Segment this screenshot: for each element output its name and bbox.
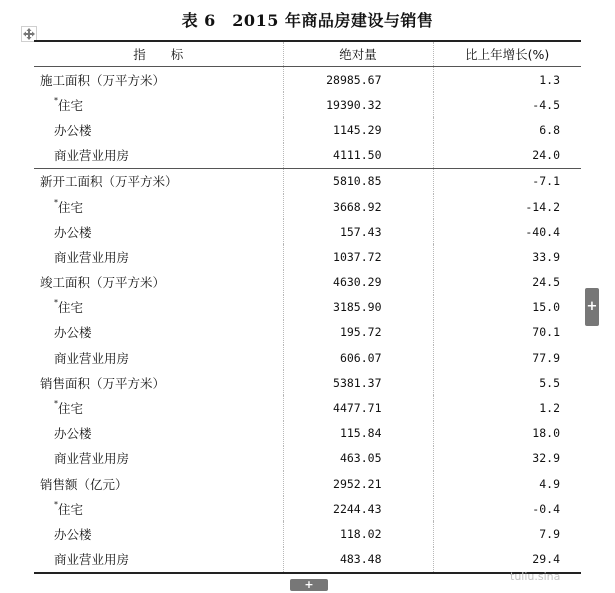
row-label-text: 住宅 bbox=[58, 501, 84, 517]
row-absolute-value: 5810.85 bbox=[283, 168, 433, 194]
row-label-text: 竣工面积（万平方米） bbox=[40, 275, 166, 291]
row-growth-value: 18.0 bbox=[433, 421, 581, 446]
row-label-text: 住宅 bbox=[58, 97, 84, 113]
row-label-text: 施工面积（万平方米） bbox=[40, 72, 166, 88]
footnote-star: * bbox=[54, 399, 58, 409]
row-label bbox=[34, 295, 283, 320]
header-indicator: 指 标 bbox=[34, 41, 283, 67]
table-row bbox=[34, 244, 581, 269]
table-row bbox=[34, 547, 581, 573]
row-label-text: 办公楼 bbox=[54, 224, 92, 240]
row-growth-value: 15.0 bbox=[433, 295, 581, 320]
table-row bbox=[34, 67, 581, 93]
row-absolute-value: 2952.21 bbox=[283, 471, 433, 496]
table-row bbox=[34, 345, 581, 370]
row-label bbox=[34, 370, 283, 395]
row-label bbox=[34, 168, 283, 194]
row-absolute-value: 19390.32 bbox=[283, 92, 433, 117]
table-row bbox=[34, 471, 581, 496]
row-absolute-value: 606.07 bbox=[283, 345, 433, 370]
row-label bbox=[34, 92, 283, 117]
row-growth-value: 7.9 bbox=[433, 521, 581, 546]
row-label-text: 商业营业用房 bbox=[54, 249, 130, 265]
row-label-text: 办公楼 bbox=[54, 325, 92, 341]
row-absolute-value: 3668.92 bbox=[283, 194, 433, 219]
row-label-text: 商业营业用房 bbox=[54, 148, 130, 164]
row-growth-value: -4.5 bbox=[433, 92, 581, 117]
table-row bbox=[34, 168, 581, 194]
real-estate-table bbox=[34, 40, 581, 574]
watermark: tuliu.sina bbox=[510, 570, 561, 583]
expand-bottom-button[interactable]: + bbox=[290, 579, 328, 591]
row-label bbox=[34, 194, 283, 219]
row-absolute-value: 4477.71 bbox=[283, 395, 433, 420]
row-label-text: 销售额（亿元） bbox=[40, 476, 128, 492]
row-label bbox=[34, 421, 283, 446]
row-label-text: 住宅 bbox=[58, 401, 84, 417]
row-label-text: 办公楼 bbox=[54, 122, 92, 138]
table-row bbox=[34, 446, 581, 471]
row-absolute-value: 195.72 bbox=[283, 320, 433, 345]
row-label-text: 商业营业用房 bbox=[54, 451, 130, 467]
row-absolute-value: 5381.37 bbox=[283, 370, 433, 395]
row-growth-value: 1.3 bbox=[433, 67, 581, 93]
row-label bbox=[34, 471, 283, 496]
row-absolute-value: 2244.43 bbox=[283, 496, 433, 521]
row-label-text: 销售面积（万平方米） bbox=[40, 375, 166, 391]
table-row bbox=[34, 117, 581, 142]
row-growth-value: 32.9 bbox=[433, 446, 581, 471]
table-row bbox=[34, 395, 581, 420]
row-label bbox=[34, 547, 283, 573]
row-label bbox=[34, 270, 283, 295]
table-row bbox=[34, 219, 581, 244]
row-growth-value: 29.4 bbox=[433, 547, 581, 573]
row-label bbox=[34, 446, 283, 471]
row-growth-value: 33.9 bbox=[433, 244, 581, 269]
row-absolute-value: 157.43 bbox=[283, 219, 433, 244]
row-growth-value: 1.2 bbox=[433, 395, 581, 420]
row-absolute-value: 483.48 bbox=[283, 547, 433, 573]
row-label bbox=[34, 67, 283, 93]
table-row bbox=[34, 92, 581, 117]
table-row bbox=[34, 421, 581, 446]
row-absolute-value: 1145.29 bbox=[283, 117, 433, 142]
row-growth-value: 24.0 bbox=[433, 143, 581, 169]
row-label bbox=[34, 521, 283, 546]
row-growth-value: -40.4 bbox=[433, 219, 581, 244]
row-growth-value: -0.4 bbox=[433, 496, 581, 521]
row-growth-value: 5.5 bbox=[433, 370, 581, 395]
table-row bbox=[34, 270, 581, 295]
row-growth-value: -14.2 bbox=[433, 194, 581, 219]
table-row bbox=[34, 320, 581, 345]
row-absolute-value: 3185.90 bbox=[283, 295, 433, 320]
expand-right-button[interactable]: + bbox=[585, 288, 599, 326]
row-label-text: 商业营业用房 bbox=[54, 552, 130, 568]
row-absolute-value: 463.05 bbox=[283, 446, 433, 471]
table-row bbox=[34, 370, 581, 395]
table-row bbox=[34, 496, 581, 521]
row-label bbox=[34, 395, 283, 420]
row-label-text: 办公楼 bbox=[54, 526, 92, 542]
row-absolute-value: 28985.67 bbox=[283, 67, 433, 93]
table-title: 表 6 2015 年商品房建设与销售 bbox=[181, 11, 434, 30]
row-growth-value: 6.8 bbox=[433, 117, 581, 142]
row-absolute-value: 118.02 bbox=[283, 521, 433, 546]
row-absolute-value: 1037.72 bbox=[283, 244, 433, 269]
row-label bbox=[34, 143, 283, 169]
table-body bbox=[34, 67, 581, 573]
row-label bbox=[34, 244, 283, 269]
row-absolute-value: 115.84 bbox=[283, 421, 433, 446]
table-row bbox=[34, 295, 581, 320]
footnote-star: * bbox=[54, 95, 58, 105]
table-row bbox=[34, 521, 581, 546]
footnote-star: * bbox=[54, 298, 58, 308]
table-row bbox=[34, 143, 581, 169]
row-label bbox=[34, 117, 283, 142]
row-label-text: 住宅 bbox=[58, 300, 84, 316]
row-growth-value: 77.9 bbox=[433, 345, 581, 370]
header-absolute: 绝对量 bbox=[283, 41, 433, 67]
header-row bbox=[34, 41, 581, 67]
footnote-star: * bbox=[54, 499, 58, 509]
row-growth-value: -7.1 bbox=[433, 168, 581, 194]
row-absolute-value: 4630.29 bbox=[283, 270, 433, 295]
row-label-text: 商业营业用房 bbox=[54, 350, 130, 366]
row-label-text: 住宅 bbox=[58, 199, 84, 215]
row-growth-value: 24.5 bbox=[433, 270, 581, 295]
footnote-star: * bbox=[54, 197, 58, 207]
row-label bbox=[34, 496, 283, 521]
row-label bbox=[34, 320, 283, 345]
header-growth: 比上年增长(%) bbox=[433, 41, 581, 67]
row-label bbox=[34, 345, 283, 370]
row-absolute-value: 4111.50 bbox=[283, 143, 433, 169]
row-label bbox=[34, 219, 283, 244]
table-row bbox=[34, 194, 581, 219]
row-label-text: 新开工面积（万平方米） bbox=[40, 174, 178, 190]
row-growth-value: 4.9 bbox=[433, 471, 581, 496]
row-label-text: 办公楼 bbox=[54, 426, 92, 442]
row-growth-value: 70.1 bbox=[433, 320, 581, 345]
